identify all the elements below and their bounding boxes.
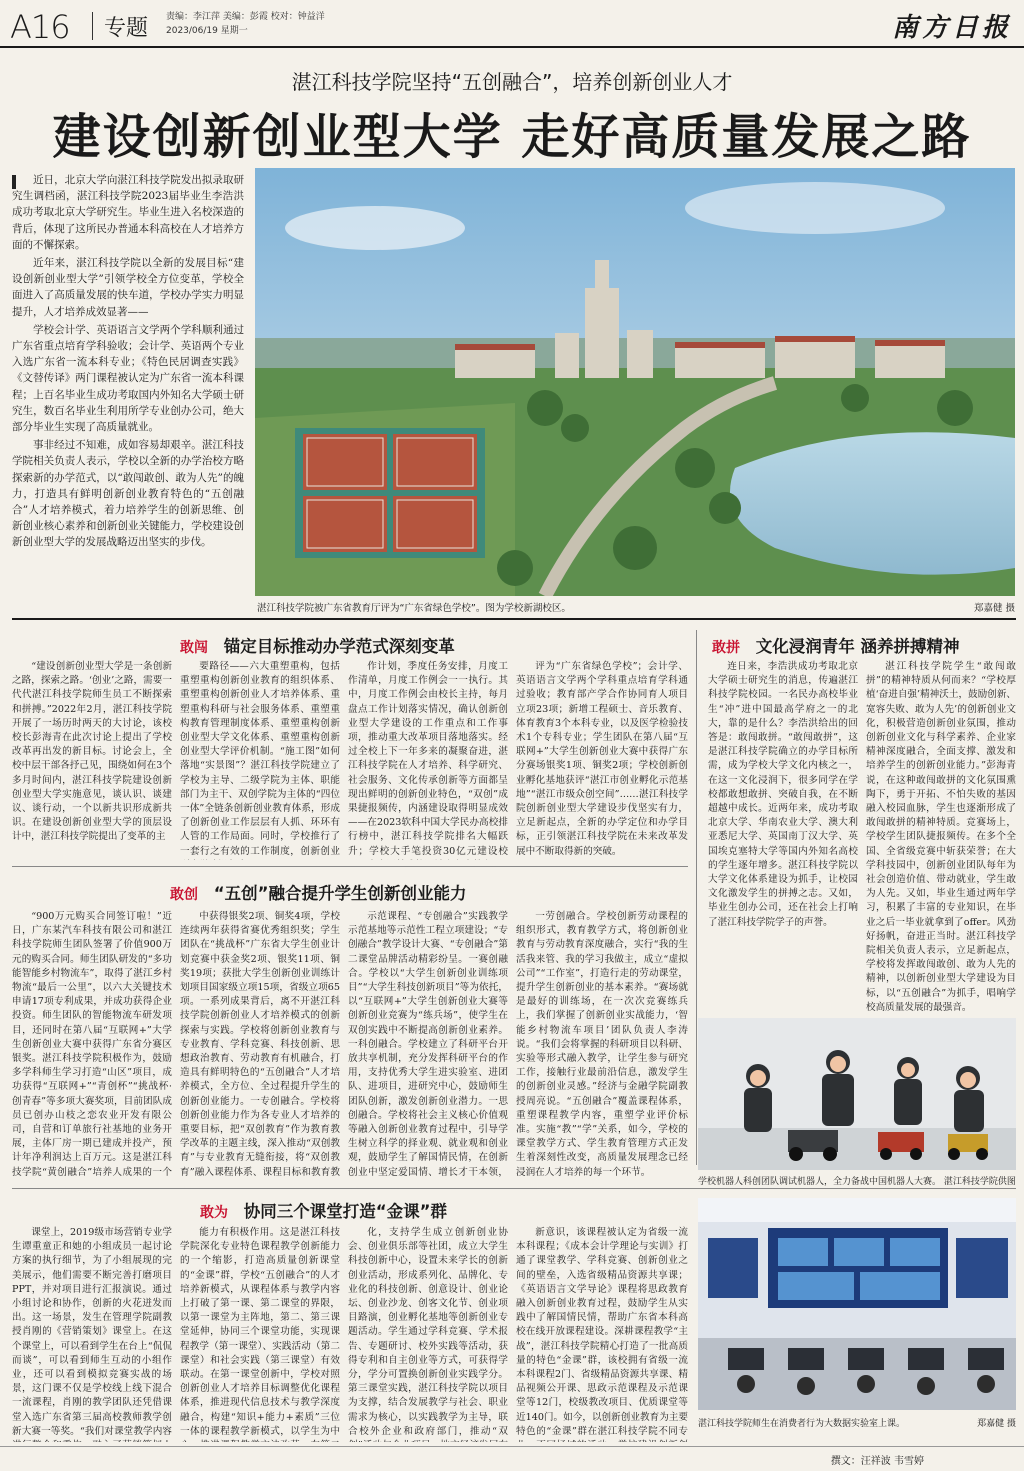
- article-column: 评为“广东省绿色学校”；会计学、英语语言文学两个学科重点培育学科通过验收；教育部产学合作协同育人项目立项23项；新增工程硕士、音乐教育、体育教育3个本科专业，以及医学检验技术1个专科专业；学生团队在第八届“互联网+”大学生创新创业大赛中获得广东分赛场银奖1项、铜奖2项；学校创新创业孵化基地获评“湛江市创业孵化示范基地”“湛江市级众创空间”……湛江科技学院创新创业型大学建设步伐坚实有力，立足新起点，全新的办学定位和办学目标，正引领湛江科技学院在未来改革发展中不断取得新的突破。: [516, 661, 688, 857]
- page-number: A16: [10, 8, 70, 46]
- subhead-gan-chuang-2: [170, 880, 466, 904]
- subhead-title: 锚定目标推动办学范式深刻变革: [223, 637, 455, 656]
- subhead-title: 文化浸润青年 涵养拼搏精神: [755, 637, 960, 656]
- article-column: “900万元购买合同签订啦！”近日，广东某汽车科技有限公司和湛江科技学院师生团队签署了价值900万元的购买合同。师生团队研发的“多功能智能乡村物流车”，取得了湛江乡村物流“最后一公里”，以六大关键技术申请17项专利成果，并成功获得企业投资。师生团队的智能物流车研发项目，还同时在第八届“互联网+”大学生创新创业大赛中获得广东省分赛区银奖。湛江科技学院积极作为，鼓励多学科师生学习打造“山区”项目，成功获得“互联网+”“青创杯”“挑战杯·创青春”等多项大赛奖项，目前团队成员已创办山枝之恋农业开发有限公司，自营和订单旅行社基地的业务开展，主体厂房一期已建成并投产，预计年净利润达上百万元。这是湛江科技学院“黄创融合”培养人成果的一个: [12, 911, 172, 1178]
- column-divider: [696, 630, 697, 1165]
- lead-paragraph: 近日，北京大学向湛江科技学院发出拟录取研究生调档函，湛江科技学院2023届毕业生李浩洪成功考取北京大学研究生。毕业生进入名校深造的背后，体现了这所民办普通本科高校在人才培养方面的不懈探索。: [12, 174, 244, 251]
- section-name: 专题: [104, 16, 149, 41]
- lead-paragraph: 近年来，湛江科技学院以全新的发展目标“建设创新创业型大学”引领学校全方位变革，学校全面进入了高质量发展的快车道，学校办学实力明显提升，人才培养成效显著——: [12, 257, 244, 318]
- article-column: 课堂上，2019级市场营销专业学生谭重童正和她的小组成员一起讨论方案的执行细节，为了小组展现的完美展示，他们需要不断完善打磨项目PPT，并对项目进行汇报演说。通过小组讨论和协作，创新的火花迸发而出。这一场景，发生在管理学院副教授肖刚的《营销策划》课堂上。在这个课堂上，可以看到学生在台上“侃侃而谈”，可以看到师生互动的小组作业，还可以看到模拟竞赛实战的场景，这门课不仅是学校线上线下混合一流课程，肖刚的教学团队还凭借课堂入选广东省第三届高校教师教学创新大赛一等奖。“我们对课堂教学内容: [12, 1227, 172, 1437]
- paper-logo: 南方日报: [891, 13, 1012, 43]
- hero-caption-row: [257, 600, 1015, 614]
- subhead-gan-pin: [712, 633, 960, 657]
- lab-photo-credit: 郑嘉健 摄: [977, 1419, 1016, 1429]
- article-column: 湛江科技学院学生“敢闯敢拼”的精神特质从何而来？“学校厚植‘奋进自强’精神沃土，鼓励创新、宽容失败、敢为人先’的创新创业文化，积极营造创新创业氛围，推动创新创业文化与科学素养、企业家精神深度融合，全面支撑、激发和培养学生的创新创业能力。”彭海青说，在这种敢闯敢拼的文化氛围熏陶下，勇于开拓、不怕失败的基因融入校园血脉，学生也逐渐形成了敢闯敢拼的精神特质。竞赛场上，学校学生团队捷报频传。在多个全国、全省级竞赛中斩获荣誉；在大学科技园中，创新创业团队每年为社会创造价值、带动就业，学生敢为人先。又如，毕业生通过两年学习，积累了丰富的专业知识，在毕业之后一毕业就拿到了offer。风劲好扬帆，奋进正当时。湛江科技学院相关负责人表示，立足新起点，学校将发挥敢闯敢创、敢为人先的精神，以创新创业型大学建设为目标，以“五创融合”为抓手，唱响学校高质量发展的最强音。: [866, 661, 1016, 1013]
- subhead-title: 协同三个课堂打造“金课”群: [243, 1202, 447, 1221]
- article-column: 一劳创融合。学校创新劳动课程的组织形式，教育教学方式，将创新创业教育与劳动教育深度融合，实行“我的生活我来管、我的学习我做主，成立“虚拟公司”“工作室”，打造行走的劳动课堂，提升学生创新创业的基本素养。“赛场就是最好的训练场，在一次次竞赛练兵上，我们掌握了创新创业实战能力，‘智能乡村物流车项目’团队负责人李涛说。“我们会将掌握的科研项目以科研、实验等形式融入教学，让学生参与研究工作，接触行业最前沿信息，激发学生的创新创业灵感。”经济与金融学院副教授周亮说。“五创融合”覆盖课程体系，重塑课程教学内容，重塑学业评价标准。实施“教”“学”关系，如今，学校的课堂教学方式、学生教育管理方式正发生着深刻性改变，高质量发展理念已经浸润在人才培养的每一个环节。: [516, 911, 688, 1178]
- campus-aerial-illustration: [255, 168, 1015, 596]
- subhead-tag: 敢为: [200, 1205, 228, 1221]
- article-column: 新意识，该课程被认定为省级一流本科课程；《成本会计学理论与实训》打通了课堂教学、学科竞赛、创新创业之间的壁垒，入选省级精品资源共享课；《英语语言文学导论》课程将思政教育融入创新创业教育过程，鼓励学生从实践中了解国情民情，帮助广东省本科高校在线开放课程建设。深耕课程教学“主战”，湛江科技学院精心打造了一批高质量的特色“金课”群，该校拥有省级一流本科课程2门、省级精品资源共享课、精品视频公开课、思政示范课程及示范课堂等12门，校级教改项目、优质课堂等近140门。如今，以创新创业教育为主要特色的“金课”群在湛江科技学院不同专: [516, 1227, 688, 1437]
- masthead: [0, 0, 1024, 48]
- masthead-credits: [166, 10, 325, 38]
- article-column: 要路径——六大重塑重构，包括重塑重构创新创业教育的组织体系、重塑重构创新创业人才培养体系、重塑重构科研与社会服务体系、重塑重构教育管理制度体系、重塑重构创新创业型大学文化体系、重塑重构创新创业型大学评价机制。“施工图”如何落地“实景图”？湛江科技学院建立了学校为主导、二级学院为主体、职能部门为主干、双创学院为主体的“四位一体”全链条创新创业教育体系，形成了创新创业工作层层有人抓、环环有人管的工作局面。同时，学校推行了一套行之有效的工作制度，创新创业: [180, 661, 340, 857]
- section-rule: [12, 866, 688, 867]
- subhead-tag: 敢创: [170, 887, 198, 903]
- lead-text: [12, 172, 244, 553]
- subhead-title: “五创”融合提升学生创新创业能力: [213, 884, 467, 903]
- lead-paragraph: 学校会计学、英语语言文学两个学科顺利通过广东省重点培育学科验收；会计学、英语两个专业入选广东省一流本科专业；《特色民居调查实践》《文替传译》两门课程被认定为广东省一流本科课程；上百名毕业生成功考取国内外知名大学硕士研究生，数百名毕业生利用所学专业创办公司，绝大部分毕业生实现了高质量就业。: [12, 323, 244, 434]
- robot-team-illustration: [698, 1018, 1016, 1170]
- lab-photo-caption-row: [698, 1416, 1016, 1429]
- lead-paragraph: 事非经过不知难，成如容易却艰辛。湛江科技学院相关负责人表示，学校以全新的办学治校方略探索新的办学范式，以“敢闯敢创、敢为人先”的魄力，打造具有鲜明创新创业教育特色的“五创融合”人才培养模式，着力培养学生的创新思维、创新创业核心素养和创新创业关键能力，学校建设创新创业型大学的发展战略迈出坚实的步伐。: [12, 439, 244, 549]
- article-column: 连日来，李浩洪成功考取北京大学硕士研究生的消息，传遍湛江科技学院校园。一名民办高校毕业生“冲”进中国最高学府之一的北大，靠的是什么？李浩洪给出的回答是：敢闯敢拼。“敢闯敢拼”，这是湛江科技学院确立的办学目标所需，成为学校大学文化内核之一，在这一文化浸润下，很多同学在学校都敢想敢拼、突破自我，在不断超越中成长。近两年来，成功考取北京大学、华南农业大学、澳大利亚悉尼大学、英国南丁汉大学、英国埃克塞特大学等国内外知名高校的学生逐年增多。湛江科技学院以大学文化体系建设为抓手，让校园文化激发学生的拼搏之志。又如，毕业生创办公司，还在社会上打响了湛江科技学院学子的声誉。: [708, 661, 858, 928]
- main-headline: 建设创新创业型大学 走好高质量发展之路: [52, 109, 972, 165]
- article-column: 示范课程、“专创融合”实践教学示范基地等示范性工程立项建设；“专创融合”教学设计大赛、“专创融合”第二课堂品牌活动精彩纷呈。一赛创融合。学校以“大学生创新创业训练项目”“大学生科技创新项目”等为依托，以“互联网+”大学生创新创业大赛等创新创业竞赛为“练兵场”，使学生在双创实践中不断提高创新创业素养。一科创融合。学校建立了科研平台开放共享机制，充分发挥科研平台的作用，支持优秀大学生进实验室、进团队、进项目，进研究中心，鼓励师生团队创新，激发创新创业潜力。一思创融合。学校将社会主义核心价值观等融入创新创业教育过程中，引导学生树立科学的择业观、就业观和创业观，鼓励学生了解国情民情，在创新创业中坚定爱国情、增长才干本领，: [348, 911, 508, 1178]
- footer-writers: 撰文：汪祥波 韦雪婷: [830, 1456, 924, 1467]
- subhead-gan-wei: [200, 1198, 447, 1222]
- subhead-tag: 敢拼: [712, 640, 740, 656]
- credits-date: 2023/06/19 星期一: [166, 26, 248, 36]
- subhead-gan-chuang: [180, 633, 455, 657]
- hero-credit: 郑嘉健 摄: [973, 603, 1015, 614]
- article-column: “建设创新创业型大学是一条创新之路，探索之路。‘创业’之路，需要一代代湛江科技学院师生员工不断探索和拼搏。”2022年2月，湛江科技学院开展了一场历时两天的大讨论，该校校长彭海青在此次讨论上提出了学校改革再出发的新目标。讨论会上，全校中层干部各抒己见，围绕如何在3个多月时间内，湛江科技学院建设创新创业型大学实施意见，谈认识、谈建议、谈行动，一个以新共识形成新共识。在建设创新创业型大学的顶层设计中，湛江科技学院提出了变革的主: [12, 661, 172, 843]
- article-column: 能力有积极作用。这是湛江科技学院深化专业特色课程教学创新能力的一个缩影，打造高质量创新课堂的“金课”群，学校“五创融合”的人才培养新模式，从课程体系与教学内容上打破了第一课、第二课堂的界限，以第一课堂为主阵地，第二、第三课堂延伸，协同三个课堂功能，实现课程教学（第一课堂）、实践活动（第二课堂）和社会实践（第三课堂）有效联动。在第一课堂创新中，学校对照创新创业人才培养目标调整优化课程体系，推进现代信息技术与教学深度融合，构建“知识+能力+素质”三位一体的课程教学新模式，以学生为中: [180, 1227, 340, 1437]
- section-rule: [12, 1188, 1016, 1189]
- lab-photo-caption: 湛江科技学院师生在消费者行为大数据实验室上课。: [698, 1419, 906, 1429]
- robot-team-photo: [698, 1018, 1016, 1170]
- article-column: 作计划，季度任务安排，月度工作清单，月度工作例会一一执行。其中，月度工作例会由校长主持，每月盘点工作计划落实情况，确认创新创业型大学建设的工作重点和工作事项，推动重大改革项目落地落实。经过全校上下一年多来的凝聚奋进，湛江科技学院在人才培养、科学研究、社会服务、文化传承创新等方面都呈现出鲜明的创新创业特色，“双创”成果捷报频传，内涵建设取得明显成效——在2023软科中国大学民办高校排行榜中，湛江科技学院排名大幅跃升；学校大手笔投资30亿元建设校: [348, 661, 508, 857]
- hero-caption: 湛江科技学院被广东省教育厅评为“广东省绿色学校”。图为学校新湖校区。: [257, 603, 571, 614]
- footer-rule: [0, 1446, 1024, 1447]
- robot-photo-caption: 学校机器人科创团队调试机器人，全力备战中国机器人大赛。 湛江科技学院供图: [698, 1177, 1016, 1187]
- credits-editors: 责编：李江萍 美编：彭霞 校对：钟益洋: [166, 12, 325, 22]
- kicker-headline: 湛江科技学院坚持“五创融合”，培养创新创业人才: [291, 70, 733, 94]
- lab-classroom-illustration: [698, 1198, 1016, 1410]
- hero-campus-photo: [255, 168, 1015, 596]
- masthead-divider: [92, 12, 93, 40]
- article-column: 化，支持学生成立创新创业协会、创业俱乐部等社团，成立大学生科技创新中心，设置未来学长的创新创业活动，形成系列化、品牌化、专业化的科技创新、创意设计、创业论坛、创业沙龙、创客文化节、创业项目路演，创业孵化基地等创新创业专题活动。学生通过学科竞赛、学术报告、专题研讨、校外实践等活动，获得专利和自主创业等方式，可获得学分，学分可置换创新创业实践学分。第三课堂实践，湛江科技学院以项目为支撑，结合发展教学与社会、职业需求为核心，以实践教学为主导，联合校外企业和政府部门，推动“双: [348, 1227, 508, 1437]
- article-column: 中获得银奖2项、铜奖4项，学校连续两年获得省赛优秀组织奖；学生团队在“挑战杯”广东省大学生创业计划竞赛中获金奖2项、银奖11项、铜奖19项；获批大学生创新创业训练计划项目国家级立项15项，省级立项65项。一系列成果背后，离不开湛江科技学院创新创业人才培养模式的创新探索与实践。学校将创新创业教育与专业教育、学科竞赛、科技创新、思想政治教育、劳动教育有机融合，打造具有鲜明特色的“五创融合”人才培养模式，全方位、全过程提升学生的创新创业能力。一专创融合。学校将创新创业能力作为各专业人才培养的重要目标，把“双创教育”作为教育教学改革的主题主线，深入推动“双创教育”与专业教育无缝衔接，将“双创教育”融入课程体系、课程目标和教育教: [180, 911, 340, 1178]
- subhead-tag: 敢闯: [180, 640, 208, 656]
- section-rule: [12, 618, 1016, 620]
- lab-classroom-photo: [698, 1198, 1016, 1410]
